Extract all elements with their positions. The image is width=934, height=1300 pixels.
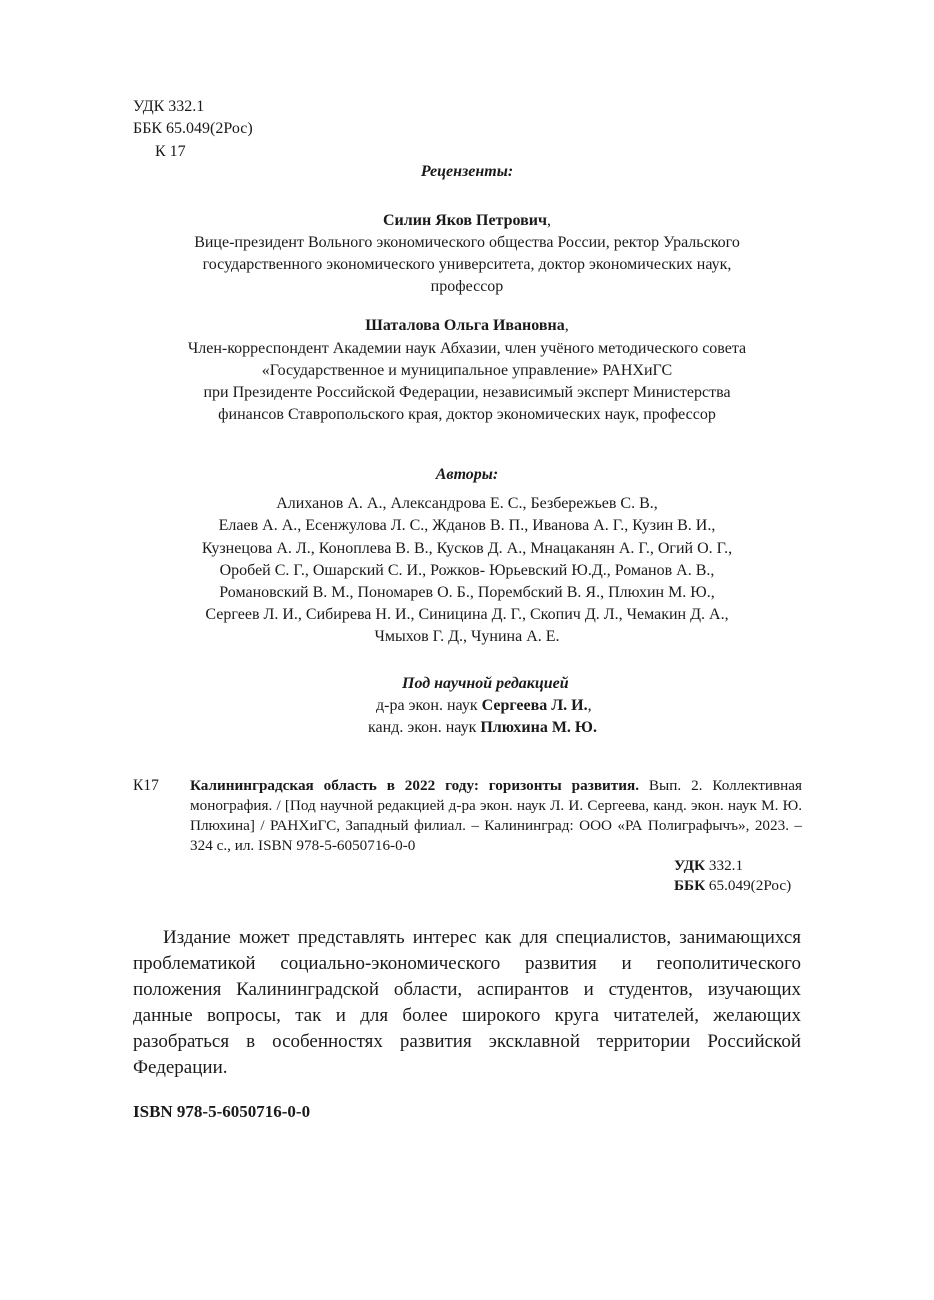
reviewer-2-line: «Государственное и муниципальное управление» РАНХиГС [261,362,673,379]
editor-2 [368,718,597,738]
editor-name: Плюхина М. Ю. [480,719,597,736]
editors-heading: Под научной редакцией [402,675,569,692]
reviewer-1-line: профессор [430,278,504,295]
isbn: ISBN 978-5-6050716-0-0 [133,1102,311,1121]
authors-line: Алиханов А. А., Александрова Е. С., Безбережьев С. В., [276,495,658,512]
reviewer-name-text: Шаталова Ольга Ивановна [365,317,565,334]
authors-line: Елаев А. А., Есенжулова Л. С., Жданов В. П., Иванова А. Г., Кузин В. И., [218,517,716,534]
authors-line: Кузнецова А. Л., Коноплева В. В., Кусков Д. А., Мнацаканян А. Г., Огий О. Г., [201,540,733,557]
biblio-details: Вып. 2. Коллективная монография. / [Под научной редакцией д-ра экон. наук Л. И. Сергеева, канд. экон. наук М. Ю. Плюхина] / РАНХиГС, Западный филиал. – Калининград: ООО «РА Полиграфычъ», 2023. – 324 с., ил. ISBN 978-5-6050716-0-0 [190,777,802,854]
authors-line: Сергеев Л. И., Сибирева Н. И., Синицина Д. Г., Скопич Д. Л., Чемакин Д. А., [205,606,729,623]
biblio-title: Калининградская область в 2022 году: горизонты развития. [190,777,639,794]
author-mark: К 17 [155,143,186,160]
biblio-record [190,776,802,856]
editor-name: Сергеева Л. И. [481,697,588,714]
editor-degree: канд. экон. наук [368,719,481,736]
biblio-code: К17 [133,777,159,794]
biblio-bbk [674,876,791,896]
editor-1 [376,696,592,716]
biblio-udk-value: 332.1 [705,857,744,874]
biblio-udk [674,856,743,876]
reviewer-2-name: Шаталова Ольга Ивановна, [365,317,569,334]
reviewer-1-line: государственного экономического университета, доктор экономических наук, [202,256,732,273]
annotation-paragraph [133,925,801,1081]
reviewer-name-text: Силин Яков Петрович [383,212,547,229]
biblio-udk-label: УДК [674,857,706,874]
bbk-code: ББК 65.049(2Рос) [133,120,253,137]
authors-line: Чмыхов Г. Д., Чунина А. Е. [374,628,560,645]
editor-suffix: , [587,697,592,714]
udk-code: УДК 332.1 [133,98,205,115]
reviewers-heading: Рецензенты: [420,163,514,180]
reviewer-1-line: Вице-президент Вольного экономического общества России, ректор Уральского [194,234,740,251]
reviewer-2-line: при Президенте Российской Федерации, независимый эксперт Министерства [203,384,731,401]
biblio-bbk-value: 65.049(2Рос) [705,877,792,894]
reviewer-2-line: финансов Ставропольского края, доктор экономических наук, профессор [218,406,716,423]
annotation-text: Издание может представлять интерес как для специалистов, занимающихся проблематикой социально-экономического развития и геополитического положения Калининградской области, аспирантов и студентов, изучающих данные вопросы, так и для более широкого круга читателей, желающих разобраться в особенностях развития эксклавной территории Российской Федерации. [133,927,801,1078]
authors-line: Оробей С. Г., Ошарский С. И., Рожков- Юрьевский Ю.Д., Романов А. В., [219,562,715,579]
reviewer-2-line: Член-корреспондент Академии наук Абхазии, член учёного методического совета [187,340,747,357]
authors-heading: Авторы: [435,466,499,483]
biblio-bbk-label: ББК [674,877,706,894]
editor-degree: д-ра экон. наук [376,697,482,714]
authors-line: Романовский В. М., Пономарев О. Б., Порембский В. Я., Плюхин М. Ю., [219,584,715,601]
reviewer-1-name: Силин Яков Петрович, [383,212,551,229]
